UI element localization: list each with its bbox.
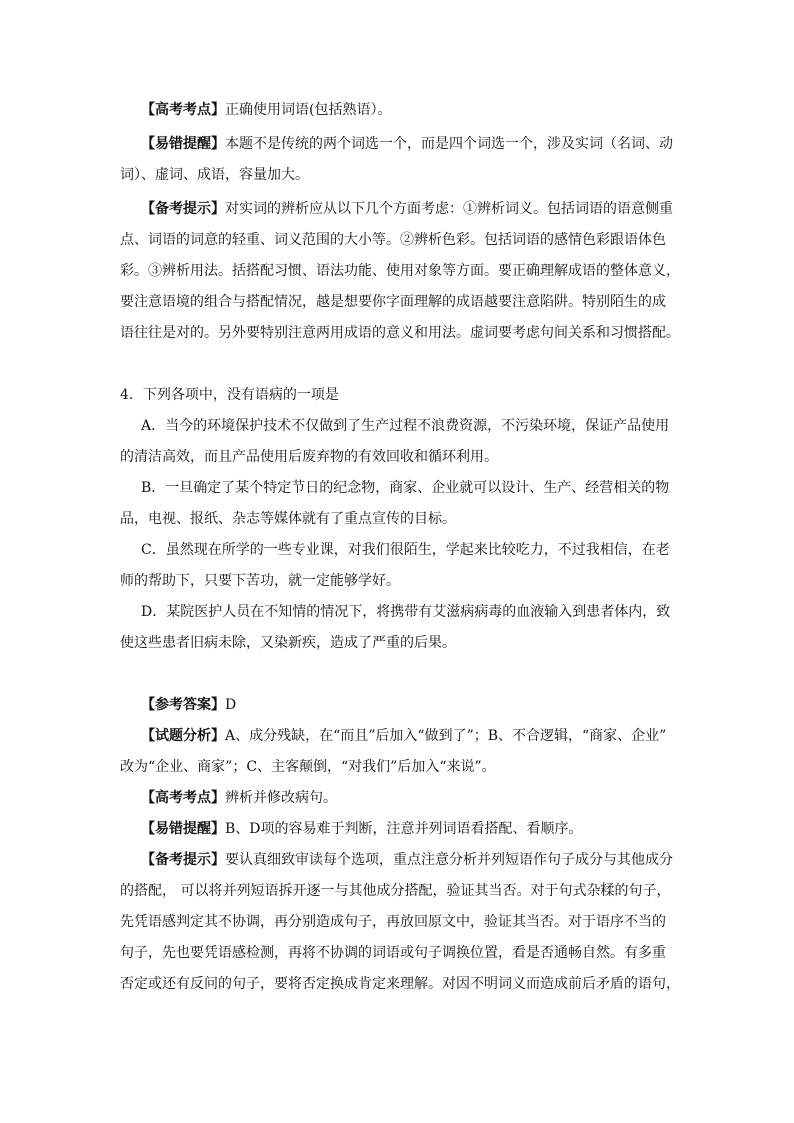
text-line: 否定或还有反问的句子，要将否定换成肯定来理解。对因不明词义而造成前后矛盾的语句， <box>120 976 680 992</box>
kaodian-paragraph-2 <box>141 783 690 814</box>
text-line: 彩。③辨析用法。括搭配习惯、语法功能、使用对象等方面。要正确理解成语的整体意义， <box>120 263 680 279</box>
yicuo-paragraph-1 <box>141 129 690 160</box>
option-c-line-2: 师的帮助下，只要下苦功，就一定能够学好。 <box>120 573 400 589</box>
text-line: 改为“企业、商家”；C、主客颠倒，“对我们”后加入“来说”。 <box>120 759 496 775</box>
kaodian-tag: 【高考考点】 <box>141 102 225 118</box>
fenxi-paragraph-1 <box>141 721 690 752</box>
option-b-line-2: 品，电视、报纸、杂志等媒体就有了重点宣传的目标。 <box>120 511 456 527</box>
beikao-text: 对实词的辨析应从以下几个方面考虑：①辨析词义。包括词语的语意侧重 <box>225 201 673 217</box>
yicuo-text: 本题不是传统的两个词选一个，而是四个词选一个，涉及实词（名词、动 <box>225 136 673 152</box>
beikao-text: 要认真细致审读每个选项，重点注意分析并列短语作句子成分与其他成分 <box>225 852 673 868</box>
text-line: 语往往是对的。另外要特别注意两用成语的意义和用法。虚词要考虑句间关系和习惯搭配。 <box>120 325 680 341</box>
kaodian-paragraph-1 <box>141 95 690 126</box>
answer-text: D <box>225 697 237 713</box>
fenxi-text: A、成分残缺，在“而且”后加入“做到了”；B、不合逻辑，“商家、企业” <box>225 728 667 744</box>
option-a-line-2: 的清洁高效，而且产品使用后废弃物的有效回收和循环利用。 <box>120 449 498 465</box>
option-c-line-1: C．虽然现在所学的一些专业课，对我们很陌生，学起来比较吃力，不过我相信，在老 <box>141 542 670 558</box>
fenxi-tag: 【试题分析】 <box>141 728 225 744</box>
yicuo-paragraph-2 <box>141 814 690 845</box>
text-line: 的搭配， 可以将并列短语拆开逐一与其他成分搭配，验证其当否。对于句式杂糅的句子， <box>120 883 671 899</box>
beikao-paragraph-2 <box>141 845 690 876</box>
option-d-line-1: D．某院医护人员在不知情的情况下，将携带有艾滋病病毒的血液输入到患者体内，致 <box>141 604 671 620</box>
text-line: 句子，先也要凭语感检测，再将不协调的词语或句子调换位置，看是否通畅自然。有多重 <box>120 945 666 961</box>
kaodian-text: 辨析并修改病句。 <box>225 790 337 806</box>
yicuo-text: B、D项的容易难于判断，注意并列词语看搭配、看顺序。 <box>225 821 583 837</box>
text-line: 词）、虚词、成语，容量加大。 <box>120 167 309 183</box>
text-line: 点、词语的词意的轻重、词义范围的大小等。②辨析色彩。包括词语的感情色彩跟语体色 <box>120 232 666 248</box>
yicuo-tag: 【易错提醒】 <box>141 821 225 837</box>
beikao-paragraph-1 <box>141 194 690 225</box>
answer-paragraph <box>141 690 690 721</box>
beikao-tag: 【备考提示】 <box>141 201 225 217</box>
kaodian-text: 正确使用词语(包括熟语）。 <box>225 102 392 118</box>
kaodian-tag: 【高考考点】 <box>141 790 225 806</box>
option-a-line-1: A．当今的环境保护技术不仅做到了生产过程不浪费资源，不污染环境，保证产品使用 <box>141 418 670 434</box>
beikao-tag: 【备考提示】 <box>141 852 225 868</box>
text-line: 要注意语境的组合与搭配情况，越是想要你字面理解的成语越要注意陷阱。特别陌生的成 <box>120 294 666 310</box>
question-stem: 4．下列各项中，没有语病的一项是 <box>120 387 339 403</box>
option-b-line-1: B．一旦确定了某个特定节日的纪念物，商家、企业就可以设计、生产、经营相关的物 <box>141 480 670 496</box>
text-line: 先凭语感判定其不协调，再分别造成句子，再放回原文中，验证其当否。对于语序不当的 <box>120 914 666 930</box>
yicuo-tag: 【易错提醒】 <box>141 136 225 152</box>
answer-tag: 【参考答案】 <box>141 697 225 713</box>
option-d-line-2: 使这些患者旧病未除，又染新疾，造成了严重的后果。 <box>120 635 456 651</box>
